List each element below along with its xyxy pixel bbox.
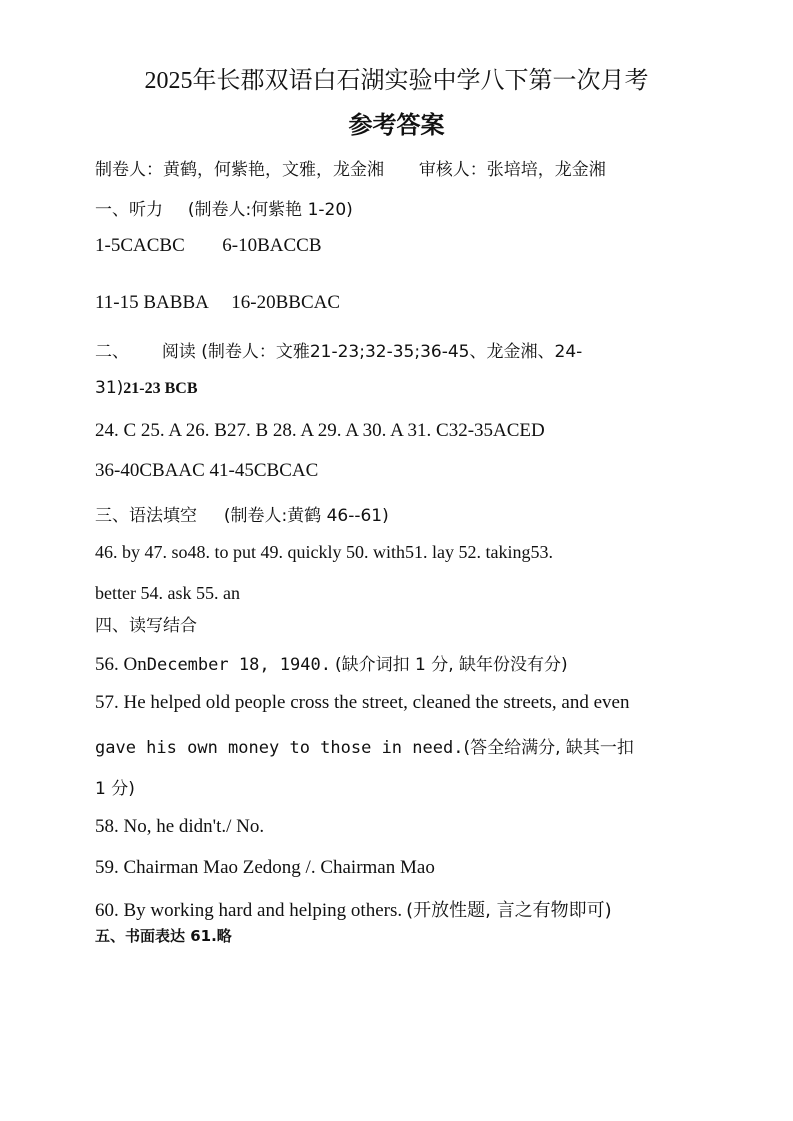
reading-heading: 二、	[95, 342, 129, 362]
listening-answers-16-20: 16-20BBCAC	[231, 292, 341, 313]
grammar-answers-row-1: 46. by 47. so48. to put 49. quickly 50. with51. lay 52. taking53.	[95, 542, 553, 562]
reading-answers-row-2: 36-40CBAAC 41-45CBCAC	[95, 460, 319, 481]
reading-note-1: (制卷人：文雅21-23;32-35;36-45、龙金湘、24-	[201, 342, 583, 362]
answer-57-line-3: 1 分)	[95, 779, 135, 799]
reading-answers-row-1: 24. C 25. A 26. B27. B 28. A 29. A 30. A 31. C32-35ACED	[95, 420, 545, 441]
q56-text: December 18, 1940.	[146, 655, 331, 675]
answer-60	[95, 896, 612, 922]
listening-answers-6-10: 6-10BACCB	[222, 235, 322, 256]
listening-answers-1-5: 1-5CACBC	[95, 235, 185, 256]
q57-english: gave his own money to those in need.	[95, 738, 464, 758]
section-reading-heading	[95, 337, 582, 362]
reading-note-2: 31)	[95, 378, 124, 398]
grammar-heading: 三、语法填空	[95, 506, 197, 526]
answer-56	[95, 650, 568, 676]
section-listening-heading	[95, 195, 353, 220]
reading-label: 阅读	[161, 342, 196, 362]
reviewers-text: 审核人：张培培，龙金湘	[418, 160, 606, 180]
document-subtitle: 参考答案	[348, 113, 445, 139]
answer-57-line-1: 57. He helped old people cross the street, cleaned the streets, and even	[95, 692, 630, 713]
listening-note: (制卷人:何紫艳 1-20)	[187, 200, 353, 220]
section-reading-writing-heading: 四、读写结合	[95, 616, 197, 636]
q60-note: (开放性题, 言之有物即可)	[406, 900, 612, 921]
reading-note-continued	[95, 378, 198, 398]
reading-answers-21-23: 21-23 BCB	[123, 380, 198, 397]
q56-note: (缺介词扣 1 分, 缺年份没有分)	[334, 655, 568, 675]
q60-english: 60. By working hard and helping others.	[95, 900, 403, 921]
q57-note: (答全给满分, 缺其一扣	[463, 738, 634, 758]
listening-answers-row-2	[95, 292, 340, 314]
answer-57-line-2	[95, 733, 634, 758]
authors-text: 制卷人：黄鹤，何紫艳，文雅，龙金湘	[95, 160, 384, 180]
section-grammar-heading	[95, 501, 389, 526]
credits-line	[95, 155, 606, 180]
section-writing-heading: 五、书面表达 61.略	[95, 927, 232, 945]
listening-heading: 一、听力	[95, 200, 163, 220]
q56-number: 56. On	[95, 654, 147, 675]
listening-answers-11-15: 11-15 BABBA	[95, 292, 208, 313]
document-title: 2025年长郡双语白石湖实验中学八下第一次月考	[144, 68, 649, 94]
grammar-answers-row-2: better 54. ask 55. an	[95, 583, 240, 603]
answer-59: 59. Chairman Mao Zedong /. Chairman Mao	[95, 857, 435, 878]
grammar-note: (制卷人:黄鹤 46--61)	[223, 506, 389, 526]
answer-58: 58. No, he didn't./ No.	[95, 816, 265, 837]
listening-answers-row-1	[95, 235, 322, 257]
